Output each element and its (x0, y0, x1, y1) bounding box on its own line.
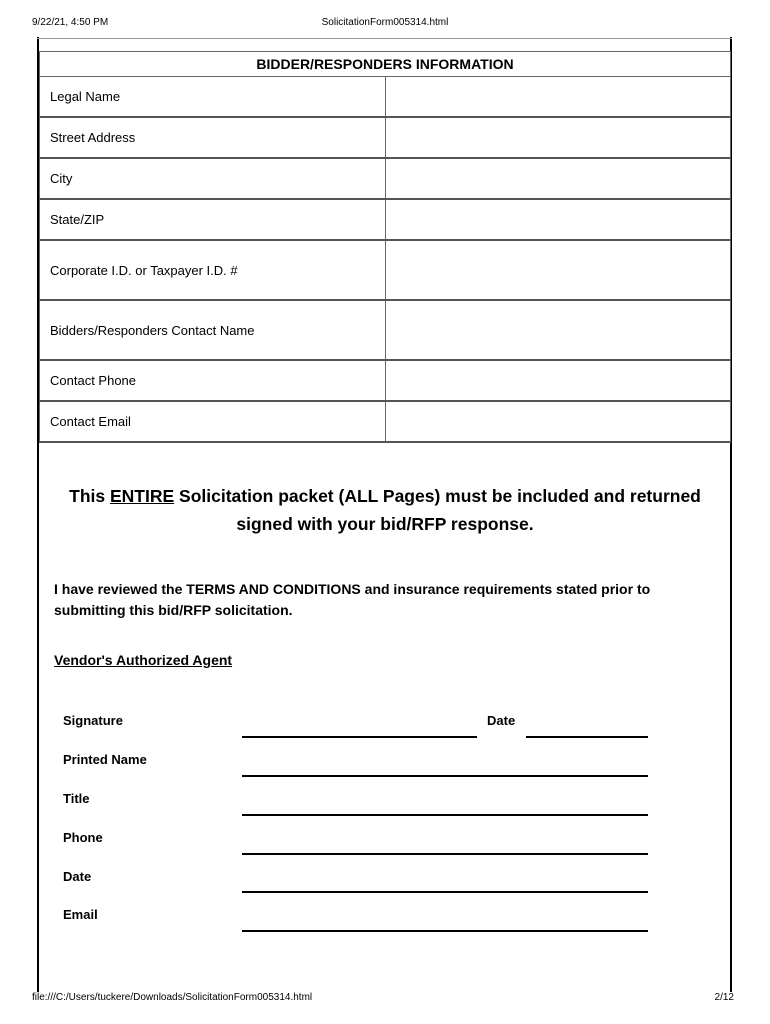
printed-name-line[interactable] (242, 775, 648, 777)
table-row (40, 300, 731, 360)
state-zip-label: State/ZIP (40, 199, 386, 240)
email-label: Email (63, 907, 98, 922)
review-statement: I have reviewed the TERMS AND CONDITIONS and insurance requirements stated prior to submitting this bid/RFP solicitation. (54, 581, 651, 618)
bidder-info-table (39, 51, 731, 443)
table-row (40, 360, 731, 401)
print-header-datetime: 9/22/21, 4:50 PM (32, 17, 109, 28)
state-zip-field[interactable] (385, 199, 731, 240)
page-top-rule (37, 38, 732, 39)
signature-label: Signature (63, 713, 123, 728)
contact-phone-field[interactable] (385, 360, 731, 401)
bidder-info-heading: BIDDER/RESPONDERS INFORMATION (40, 52, 731, 77)
notice-text-start: This (69, 486, 110, 506)
notice-emphasis: ENTIRE (109, 486, 175, 506)
print-header-title: SolicitationForm005314.html (321, 17, 449, 28)
signature-date-label: Date (487, 713, 516, 728)
title-label: Title (63, 791, 90, 806)
printed-name-label: Printed Name (63, 752, 147, 767)
street-address-field[interactable] (385, 117, 731, 158)
phone-label: Phone (63, 830, 103, 845)
taxpayer-id-field[interactable] (385, 240, 731, 300)
table-row (40, 401, 731, 442)
table-row (40, 77, 731, 118)
signature-line[interactable] (242, 736, 477, 738)
email-line[interactable] (242, 930, 648, 932)
table-row (40, 199, 731, 240)
signature-date-line[interactable] (526, 736, 648, 738)
contact-email-field[interactable] (385, 401, 731, 442)
print-footer-path: file:///C:/Users/tuckere/Downloads/SolicitationForm005314.html (32, 992, 313, 1003)
taxpayer-id-label: Corporate I.D. or Taxpayer I.D. # (40, 240, 386, 300)
contact-name-field[interactable] (385, 300, 731, 360)
phone-line[interactable] (242, 853, 648, 855)
legal-name-field[interactable] (385, 77, 731, 118)
city-field[interactable] (385, 158, 731, 199)
title-line[interactable] (242, 814, 648, 816)
print-footer-page: 2/12 (714, 992, 734, 1003)
date-line[interactable] (242, 891, 648, 893)
legal-name-label: Legal Name (40, 77, 386, 118)
notice-text-end: Solicitation packet (ALL Pages) must be included and returned signed with your bid/RFP response. (174, 486, 701, 534)
table-row (40, 240, 731, 300)
entire-packet-notice (39, 482, 731, 538)
city-label: City (40, 158, 386, 199)
contact-email-label: Contact Email (40, 401, 386, 442)
contact-phone-label: Contact Phone (40, 360, 386, 401)
date-label: Date (63, 869, 92, 884)
table-row (40, 158, 731, 199)
authorized-agent-heading: Vendor's Authorized Agent (54, 652, 233, 668)
street-address-label: Street Address (40, 117, 386, 158)
table-row (40, 117, 731, 158)
contact-name-label: Bidders/Responders Contact Name (40, 300, 386, 360)
